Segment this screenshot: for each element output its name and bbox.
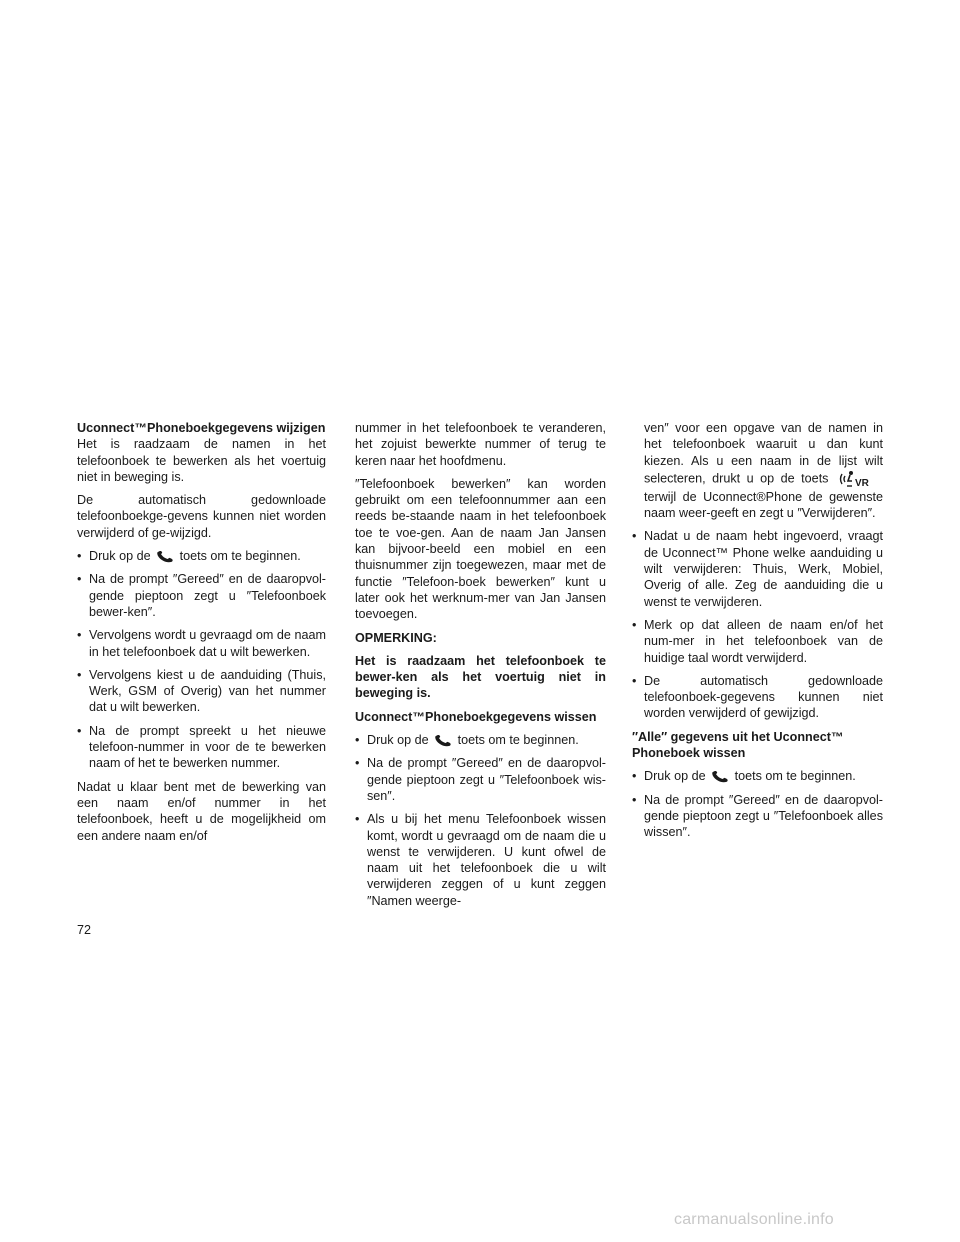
paragraph: Nadat u klaar bent met de bewerking van een naam en/of nummer in het telefoonboek, heeft u de mogelijkheid om een andere naam en/of [77,779,326,843]
list-item: • De automatisch gedownloade telefoonboek-gegevens kunnen niet worden verwijderd of gewijzigd. [632,673,883,722]
list-item: • Druk op de toets om te beginnen. [77,548,326,564]
column-1 [77,420,326,851]
voice-recognition-icon [839,469,879,489]
paragraph: Het is raadzaam de namen in het telefoonboek te bewerken als het voertuig niet in beweging is. [77,437,326,484]
phone-icon [434,735,452,747]
list-item: • Als u bij het menu Telefoonboek wissen komt, wordt u gevraagd om de naam die u wenst te verwijderen. U kunt ofwel de naam uit het telefoonboek die u wilt verwijderen zeggen of u kunt zeggen ″Namen weerge- [355,811,606,909]
list-item: • Vervolgens kiest u de aanduiding (Thuis, Werk, GSM of Overig) van het nummer dat u wilt bewerken. [77,667,326,716]
list-item: • Vervolgens wordt u gevraagd om de naam in het telefoonboek dat u wilt bewerken. [77,627,326,660]
list-item: • Merk op dat alleen de naam en/of het num-mer in het telefoonboek van de huidige taal wordt verwijderd. [632,617,883,666]
section-heading-edit: Uconnect™Phoneboekgegevens wijzigen [77,421,326,435]
watermark: carmanualsonline.info [674,1211,834,1228]
phone-icon [711,771,729,783]
phone-icon [156,551,174,563]
column-3 [632,420,883,848]
section-heading-delete: Uconnect™Phoneboekgegevens wissen [355,709,597,724]
column-2 [355,420,606,916]
section-heading-delete-all: ″Alle″ gegevens uit het Uconnect™ [632,729,844,744]
page-number: 72 [77,923,92,937]
note-label: OPMERKING: [355,630,437,645]
list-item: • Druk op de toets om te beginnen. [632,768,883,784]
list-item: • Na de prompt spreekt u het nieuwe telefoon-nummer in voor de te bewerken naam of het te bewerken nummer. [77,723,326,772]
paragraph: De automatisch gedownloade telefoonboekge-gevens kunnen niet worden verwijderd of ge-wijzigd. [77,493,326,540]
list-item: • Na de prompt ″Gereed″ en de daaropvol-gende pieptoon zegt u ″Telefoonboek bewer-ken″. [77,571,326,620]
list-item: • Na de prompt ″Gereed″ en de daaropvol-gende pieptoon zegt u ″Telefoonboek wis-sen″. [355,755,606,804]
note-text: Het is raadzaam het telefoonboek te bewer-ken als het voertuig niet in beweging is. [355,653,606,701]
section-heading-delete-all-line2: Phoneboek wissen [632,746,746,761]
paragraph: nummer in het telefoonboek te veranderen, het zojuist bewerkte nummer of terug te keren naar het hoofdmenu. [355,421,606,468]
svg-text:VR: VR [855,477,869,489]
list-item: • Nadat u de naam hebt ingevoerd, vraagt de Uconnect™ Phone welke aanduiding u wilt verwijderen: Thuis, Werk, Mobiel, Overig of alle. Zeg de aanduiding die u wenst te verwijderen. [632,528,883,609]
list-item-continuation: ven″ voor een opgave van de namen in het telefoonboek waaruit u dan kunt kiezen. Als u een naam in de lijst wilt selecteren, drukt u op de toets VR terwijl de Uconnect®Phone de gewenste naam weer-geeft en zegt u ″Verwijderen″. [644,421,883,521]
list-item: • Druk op de toets om te beginnen. [355,732,606,748]
list-item: • Na de prompt ″Gereed″ en de daaropvol-gende pieptoon zegt u ″Telefoonboek alles wissen″. [632,792,883,841]
paragraph: ″Telefoonboek bewerken″ kan worden gebruikt om een telefoonnummer aan een reeds be-staande naam in het telefoonboek toe te voe-gen. Aan de naam Jan Jansen kan bijvoor-beeld een mobiel en een thuisnummer zijn toegewezen, maar met de functie ″Telefoon-boek bewerken″ kunt u later ook het werknum-mer van Jan Jansen toevoegen. [355,476,606,622]
